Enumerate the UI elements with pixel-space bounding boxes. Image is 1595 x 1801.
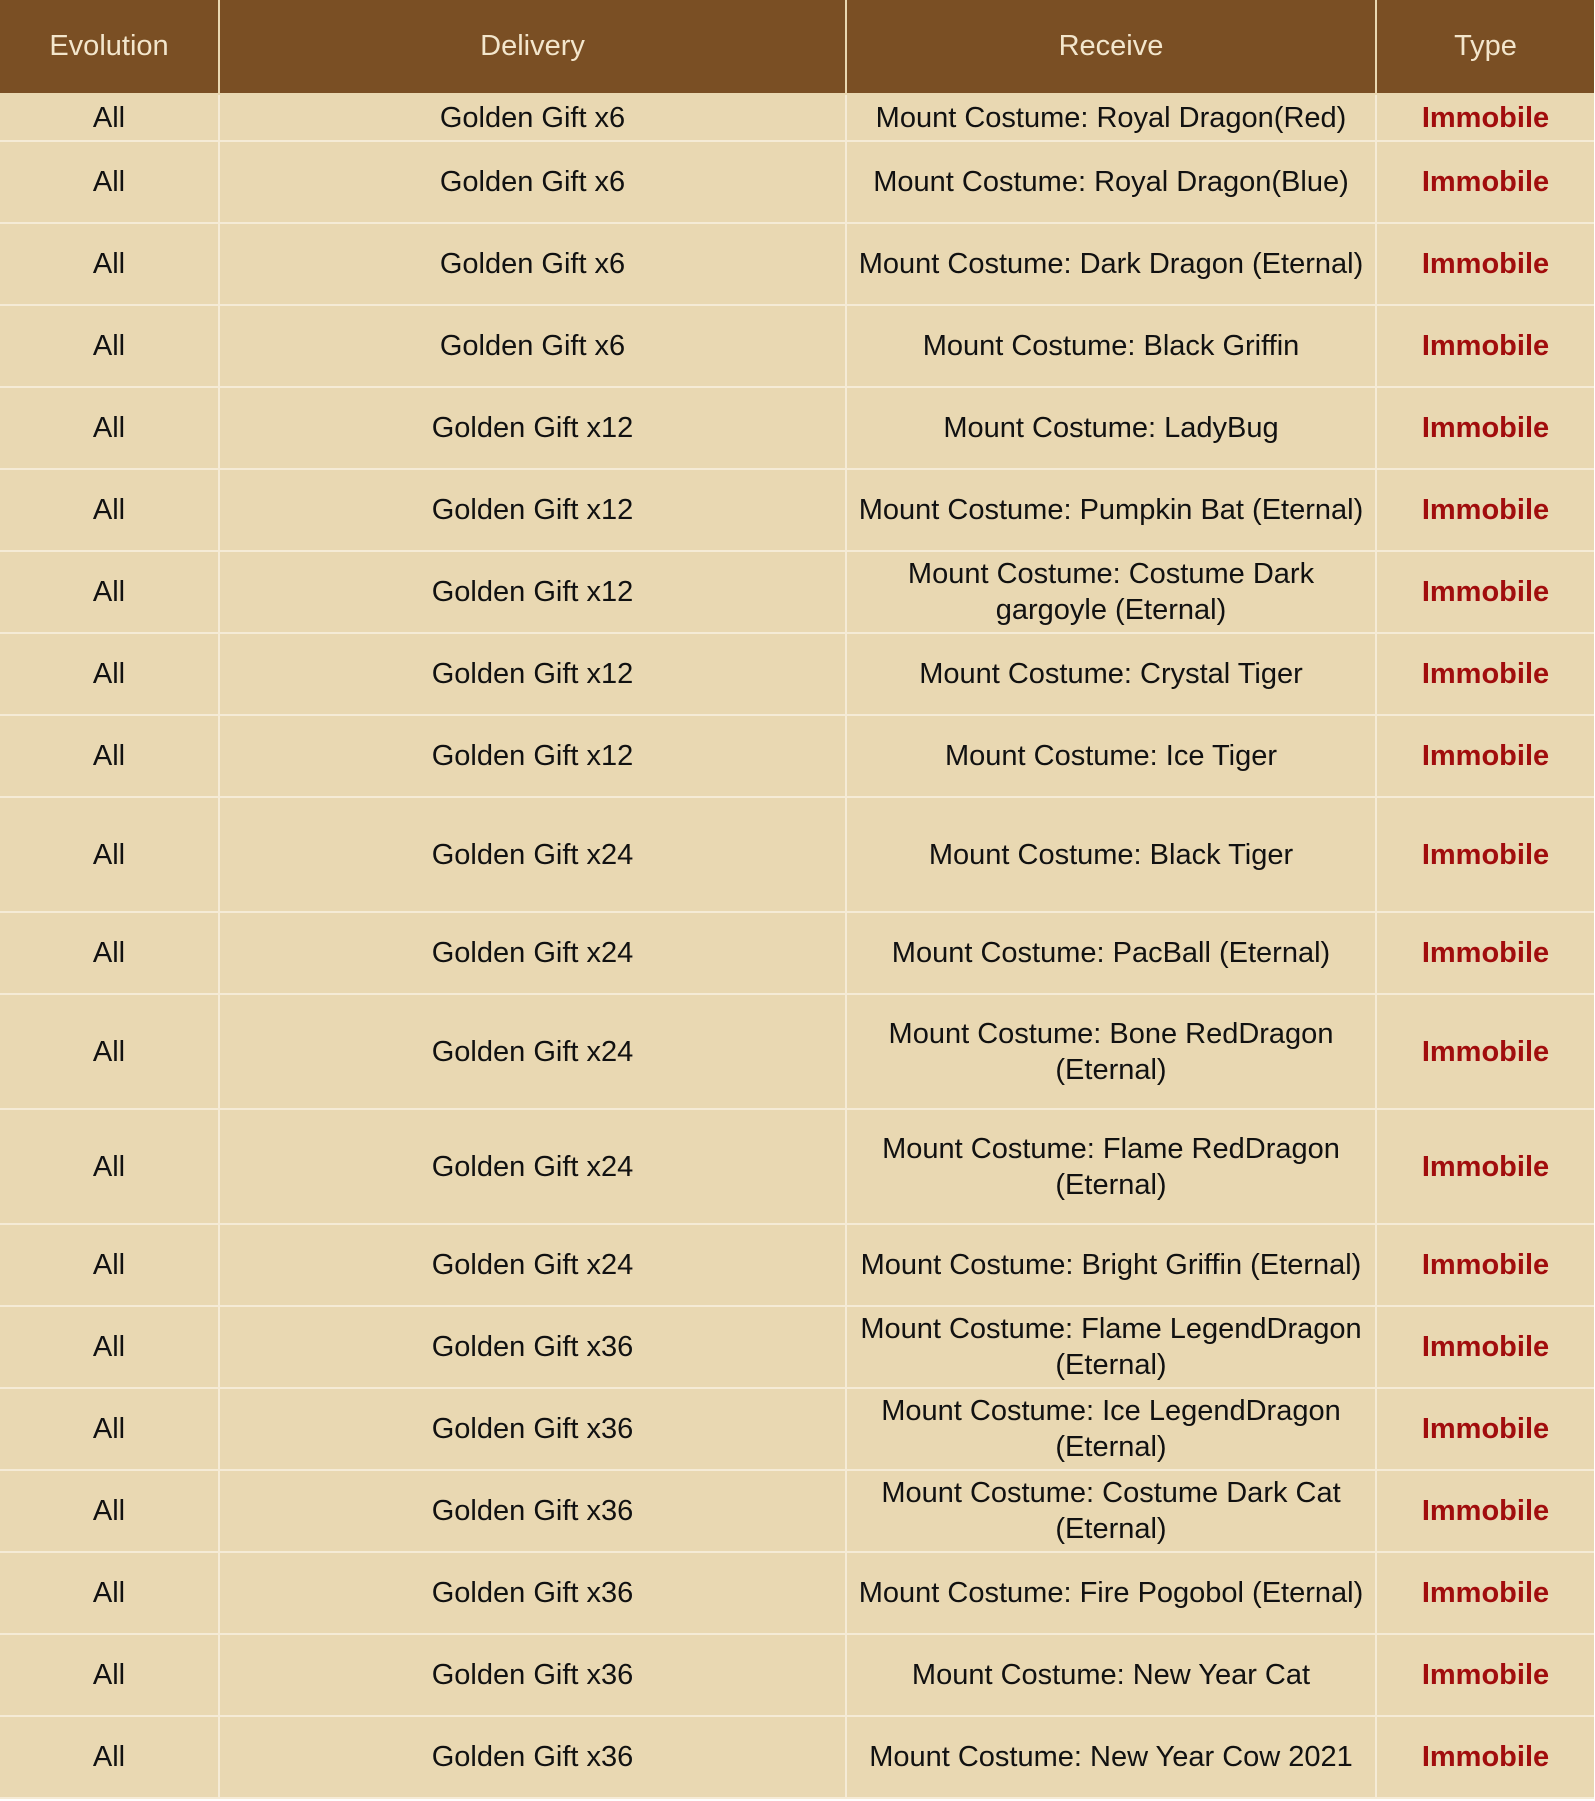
header-evolution: Evolution (0, 0, 219, 94)
table-row (0, 305, 1594, 387)
receive-cell: Mount Costume: Fire Pogobol (Eternal) (846, 1552, 1376, 1634)
receive-cell: Mount Costume: Black Griffin (846, 305, 1376, 387)
type-cell: Immobile (1376, 1470, 1594, 1552)
delivery-cell: Golden Gift x12 (219, 469, 846, 551)
evolution-cell: All (0, 387, 219, 469)
delivery-cell: Golden Gift x6 (219, 94, 846, 141)
table-row (0, 994, 1594, 1109)
table-row (0, 715, 1594, 797)
delivery-cell: Golden Gift x24 (219, 797, 846, 912)
table-row (0, 797, 1594, 912)
table-row (0, 469, 1594, 551)
delivery-cell: Golden Gift x6 (219, 141, 846, 223)
receive-cell: Mount Costume: Royal Dragon(Blue) (846, 141, 1376, 223)
evolution-cell: All (0, 1470, 219, 1552)
receive-cell: Mount Costume: PacBall (Eternal) (846, 912, 1376, 994)
delivery-cell: Golden Gift x36 (219, 1388, 846, 1470)
table-row (0, 1224, 1594, 1306)
type-cell: Immobile (1376, 141, 1594, 223)
receive-cell: Mount Costume: Ice LegendDragon (Eternal) (846, 1388, 1376, 1470)
table-row (0, 1716, 1594, 1798)
type-cell: Immobile (1376, 797, 1594, 912)
delivery-cell: Golden Gift x24 (219, 1109, 846, 1224)
delivery-cell: Golden Gift x12 (219, 387, 846, 469)
receive-cell: Mount Costume: Bone RedDragon (Eternal) (846, 994, 1376, 1109)
receive-cell: Mount Costume: Crystal Tiger (846, 633, 1376, 715)
evolution-cell: All (0, 1388, 219, 1470)
delivery-cell: Golden Gift x24 (219, 912, 846, 994)
type-cell: Immobile (1376, 633, 1594, 715)
receive-cell: Mount Costume: New Year Cat (846, 1634, 1376, 1716)
type-cell: Immobile (1376, 469, 1594, 551)
type-cell: Immobile (1376, 387, 1594, 469)
evolution-cell: All (0, 1109, 219, 1224)
evolution-cell: All (0, 633, 219, 715)
header-delivery: Delivery (219, 0, 846, 94)
evolution-cell: All (0, 1224, 219, 1306)
table-row (0, 387, 1594, 469)
header-row (0, 0, 1594, 94)
evolution-cell: All (0, 141, 219, 223)
table-row (0, 223, 1594, 305)
delivery-cell: Golden Gift x24 (219, 994, 846, 1109)
receive-cell: Mount Costume: Flame LegendDragon (Eternal) (846, 1306, 1376, 1388)
table-row (0, 1388, 1594, 1470)
receive-cell: Mount Costume: Pumpkin Bat (Eternal) (846, 469, 1376, 551)
table-row (0, 1306, 1594, 1388)
receive-cell: Mount Costume: Costume Dark Cat (Eternal) (846, 1470, 1376, 1552)
receive-cell: Mount Costume: Dark Dragon (Eternal) (846, 223, 1376, 305)
type-cell: Immobile (1376, 305, 1594, 387)
table-row (0, 1552, 1594, 1634)
type-cell: Immobile (1376, 1716, 1594, 1798)
type-cell: Immobile (1376, 223, 1594, 305)
type-cell: Immobile (1376, 1634, 1594, 1716)
delivery-cell: Golden Gift x12 (219, 633, 846, 715)
delivery-cell: Golden Gift x36 (219, 1306, 846, 1388)
table-row (0, 1109, 1594, 1224)
receive-cell: Mount Costume: Bright Griffin (Eternal) (846, 1224, 1376, 1306)
table-row (0, 141, 1594, 223)
table-row (0, 1634, 1594, 1716)
receive-cell: Mount Costume: Black Tiger (846, 797, 1376, 912)
delivery-cell: Golden Gift x12 (219, 551, 846, 633)
evolution-cell: All (0, 912, 219, 994)
evolution-cell: All (0, 715, 219, 797)
delivery-cell: Golden Gift x24 (219, 1224, 846, 1306)
header-type: Type (1376, 0, 1594, 94)
evolution-cell: All (0, 1634, 219, 1716)
type-cell: Immobile (1376, 1306, 1594, 1388)
delivery-cell: Golden Gift x36 (219, 1716, 846, 1798)
table-row (0, 1470, 1594, 1552)
table-row (0, 633, 1594, 715)
delivery-cell: Golden Gift x36 (219, 1552, 846, 1634)
receive-cell: Mount Costume: New Year Cow 2021 (846, 1716, 1376, 1798)
table-body (0, 94, 1594, 1798)
evolution-cell: All (0, 994, 219, 1109)
evolution-cell: All (0, 1716, 219, 1798)
receive-cell: Mount Costume: Flame RedDragon (Eternal) (846, 1109, 1376, 1224)
type-cell: Immobile (1376, 94, 1594, 141)
receive-cell: Mount Costume: LadyBug (846, 387, 1376, 469)
table-row (0, 912, 1594, 994)
table-row (0, 551, 1594, 633)
evolution-cell: All (0, 94, 219, 141)
evolution-cell: All (0, 1306, 219, 1388)
delivery-cell: Golden Gift x36 (219, 1634, 846, 1716)
delivery-cell: Golden Gift x12 (219, 715, 846, 797)
header-receive: Receive (846, 0, 1376, 94)
type-cell: Immobile (1376, 912, 1594, 994)
receive-cell: Mount Costume: Ice Tiger (846, 715, 1376, 797)
type-cell: Immobile (1376, 1109, 1594, 1224)
receive-cell: Mount Costume: Costume Dark gargoyle (Eternal) (846, 551, 1376, 633)
type-cell: Immobile (1376, 1552, 1594, 1634)
delivery-cell: Golden Gift x36 (219, 1470, 846, 1552)
evolution-cell: All (0, 797, 219, 912)
delivery-cell: Golden Gift x6 (219, 223, 846, 305)
evolution-cell: All (0, 469, 219, 551)
receive-cell: Mount Costume: Royal Dragon(Red) (846, 94, 1376, 141)
evolution-cell: All (0, 1552, 219, 1634)
type-cell: Immobile (1376, 1224, 1594, 1306)
table-row (0, 94, 1594, 141)
type-cell: Immobile (1376, 1388, 1594, 1470)
evolution-cell: All (0, 305, 219, 387)
type-cell: Immobile (1376, 551, 1594, 633)
evolution-cell: All (0, 223, 219, 305)
evolution-cell: All (0, 551, 219, 633)
table-header (0, 0, 1594, 94)
type-cell: Immobile (1376, 994, 1594, 1109)
type-cell: Immobile (1376, 715, 1594, 797)
delivery-cell: Golden Gift x6 (219, 305, 846, 387)
